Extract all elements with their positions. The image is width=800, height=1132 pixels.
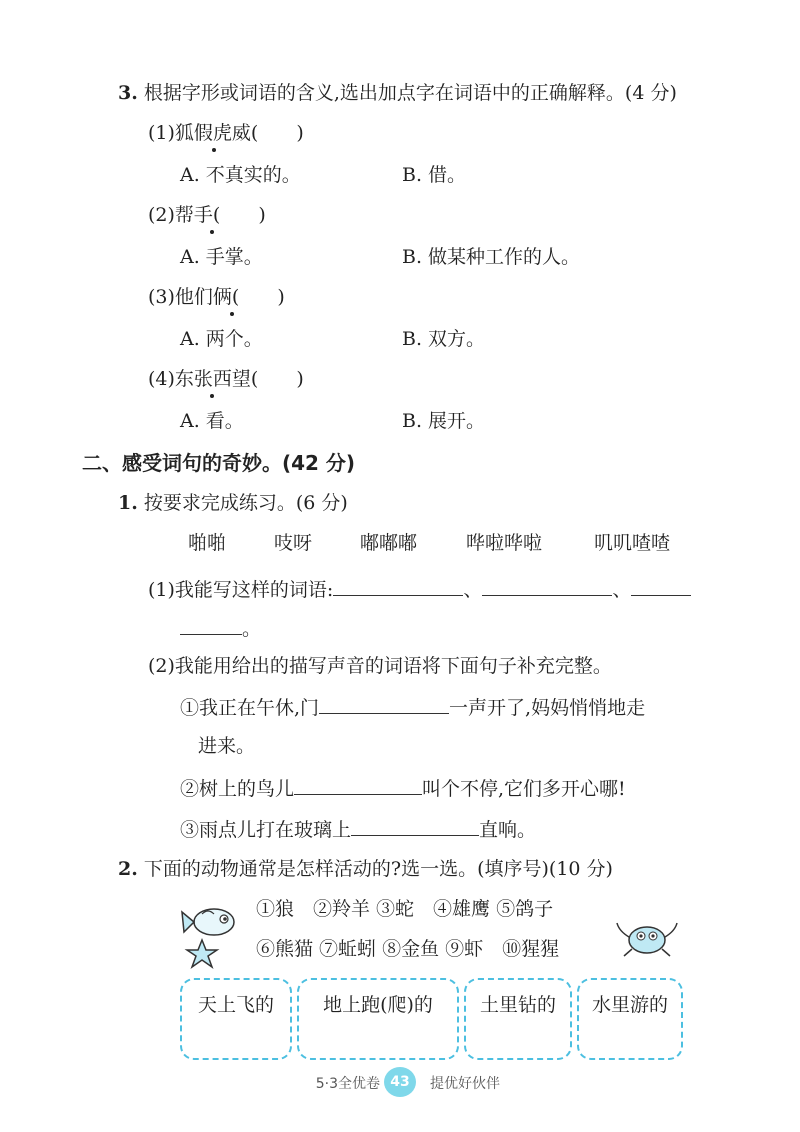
- q2-header: [118, 856, 613, 882]
- answer-blank[interactable]: [631, 575, 691, 596]
- q2-number: 2.: [118, 858, 138, 880]
- period: 。: [242, 618, 262, 640]
- footer-brand: 5·3全优卷: [315, 1076, 380, 1092]
- category-label: 土里钻的: [479, 994, 556, 1016]
- sentence2-part1: ②树上的鸟儿: [180, 778, 295, 800]
- q3-item2-stem: (2)帮手( ): [148, 204, 266, 226]
- q3-title: 根据字形或词语的含义,选出加点字在词语中的正确解释。(4 分): [143, 82, 677, 104]
- answer-blank[interactable]: [482, 575, 612, 596]
- q2-title: 下面的动物通常是怎样活动的?选一选。(填序号)(10 分): [143, 858, 613, 880]
- sentence3-part1: ③雨点儿打在玻璃上: [180, 819, 352, 841]
- q3-item3-stem: (3)他们俩( ): [148, 286, 285, 308]
- q1-sub2: (2)我能用给出的描写声音的词语将下面句子补充完整。: [148, 655, 612, 677]
- category-label: 水里游的: [591, 994, 668, 1016]
- q3-header: [118, 80, 677, 106]
- answer-blank[interactable]: [180, 614, 242, 635]
- emphasis-dot: [210, 230, 214, 234]
- answer-blank[interactable]: [351, 815, 479, 836]
- animal-row-1: ①狼 ②羚羊 ③蛇 ④雄鹰 ⑤鸽子: [256, 898, 554, 920]
- q3-item4-stem: (4)东张西望( ): [148, 368, 304, 390]
- answer-blank[interactable]: [333, 575, 463, 596]
- category-box-water[interactable]: [577, 978, 683, 1060]
- crab-illustration: [612, 915, 682, 960]
- q1-sub1: [148, 575, 691, 603]
- sound-word-4: 哗啦哗啦: [466, 532, 543, 554]
- sound-word-1: 啪啪: [188, 532, 227, 554]
- q1-sub1-label: (1)我能写这样的词语:: [148, 579, 334, 601]
- sentence1-part1: ①我正在午休,门: [180, 697, 320, 719]
- sound-word-2: 吱呀: [274, 532, 313, 554]
- category-box-soil[interactable]: [464, 978, 572, 1060]
- q3-item4-option-a: A. 看。: [180, 410, 244, 432]
- category-label: 地上跑(爬)的: [323, 994, 433, 1016]
- separator: 、: [612, 579, 632, 601]
- answer-blank[interactable]: [319, 693, 449, 714]
- q1-sub1-cont: [180, 614, 261, 642]
- separator: 、: [463, 579, 483, 601]
- q1-sentence3: [180, 815, 536, 843]
- footer-slogan: 提优好伙伴: [430, 1076, 500, 1092]
- page-number: 43: [384, 1067, 416, 1097]
- q3-item1-option-b: B. 借。: [402, 164, 467, 186]
- q1-number: 1.: [118, 492, 138, 514]
- emphasis-dot: [212, 148, 216, 152]
- q1-sentence2: [180, 774, 626, 802]
- q3-item4-option-b: B. 展开。: [402, 410, 486, 432]
- q3-item1-stem: (1)狐假虎威( ): [148, 122, 304, 144]
- sound-word-3: 嘟嘟嘟: [360, 532, 418, 554]
- q1-sentence1: [180, 693, 645, 721]
- sentence2-part2: 叫个不停,它们多开心哪!: [422, 778, 626, 800]
- q3-item2-option-a: A. 手掌。: [180, 246, 263, 268]
- page-footer: [0, 1067, 800, 1097]
- q3-item2-option-b: B. 做某种工作的人。: [402, 246, 581, 268]
- emphasis-dot: [210, 394, 214, 398]
- sentence3-part2: 直响。: [479, 819, 537, 841]
- sentence1-part2: 一声开了,妈妈悄悄地走: [449, 697, 646, 719]
- q3-number: 3.: [118, 82, 138, 104]
- sentence1-part3: 进来。: [198, 735, 256, 757]
- animal-row-2: ⑥熊猫 ⑦蚯蚓 ⑧金鱼 ⑨虾 ⑩猩猩: [256, 938, 560, 960]
- category-box-sky[interactable]: [180, 978, 292, 1060]
- q1-header: [118, 490, 348, 516]
- answer-blank[interactable]: [294, 774, 422, 795]
- q1-title: 按要求完成练习。(6 分): [143, 492, 348, 514]
- fish-starfish-illustration: [180, 900, 250, 970]
- sound-word-5: 叽叽喳喳: [594, 532, 671, 554]
- q3-item1-option-a: A. 不真实的。: [180, 164, 301, 186]
- category-label: 天上飞的: [197, 994, 274, 1016]
- q3-item3-option-b: B. 双方。: [402, 328, 486, 350]
- section-title: 二、感受词句的奇妙。(42 分): [82, 451, 356, 475]
- emphasis-dot: [230, 312, 234, 316]
- category-box-land[interactable]: [297, 978, 459, 1060]
- q3-item3-option-a: A. 两个。: [180, 328, 263, 350]
